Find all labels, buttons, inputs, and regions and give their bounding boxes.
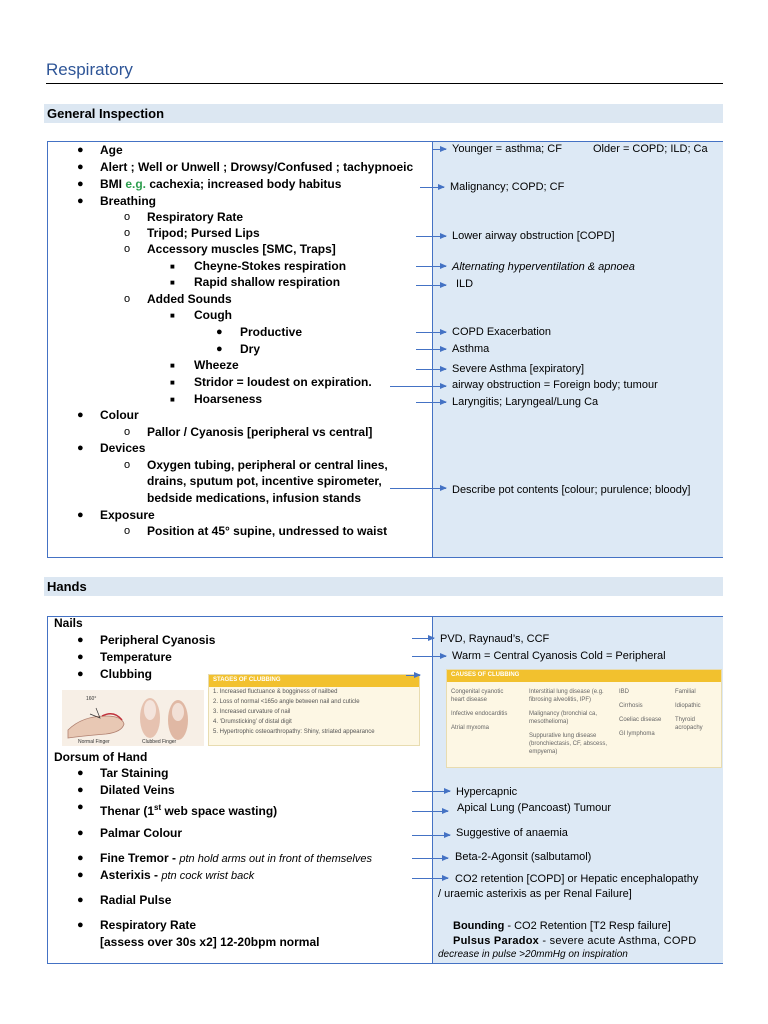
causes-title: CAUSES OF CLUBBING [447,670,721,682]
bullet-circle: o [124,459,131,471]
arrow-icon [416,402,446,403]
item-radial-pulse: Radial Pulse [100,893,172,907]
bullet: ● [77,651,84,663]
item-clubbing: Clubbing [100,667,152,681]
thenar-label: Thenar (1 [100,804,155,818]
tremor-label: Fine Tremor - [100,851,180,865]
causes-gi [619,688,669,744]
note-uraemic: / uraemic asterixis as per Renal Failure] [438,888,632,900]
bmi-eg: e.g. [125,177,147,191]
item-cough: Cough [194,308,232,322]
bounding-label: Bounding [453,920,505,932]
item-oxygen-2: drains, sputum pot, incentive spirometer, [147,474,382,488]
clubbed-finger-label: Clubbed Finger [142,739,177,745]
normal-finger-label: Normal Finger [78,739,110,745]
item-bmi [100,177,341,192]
thenar-text: web space wasting) [161,804,278,818]
bullet-circle: o [124,227,131,239]
item-temperature: Temperature [100,650,172,664]
note-beta-agonist: Beta-2-Agonsit (salbutamol) [455,851,592,863]
clubbing-figure [62,690,204,746]
item-position: Position at 45° supine, undressed to waist [147,524,388,538]
note-asthma: Asthma [452,343,490,355]
item-dilated-veins: Dilated Veins [100,783,175,797]
bullet: ● [77,442,84,454]
bullet: ● [77,801,84,813]
cause: Atrial myxoma [451,725,490,731]
cause: GI lymphoma [619,731,655,737]
arrow-icon [416,266,446,267]
bullet-square: ■ [170,311,175,320]
arrow-icon [412,811,448,812]
item-thenar [100,800,277,819]
item-palmar-colour: Palmar Colour [100,826,183,840]
cause: Infective endocarditis [451,711,508,717]
note-pulsus-paradox [453,934,696,948]
bullet: ● [77,509,84,521]
arrow-icon [416,236,446,237]
bullet: ● [77,852,84,864]
stage-row: 4. ‘Drumsticking’ of distal digit [213,719,292,725]
bullet-square: ■ [170,262,175,271]
bullet-square: ■ [170,361,175,370]
note-airway-obstruction: airway obstruction = Foreign body; tumour [452,379,658,391]
causes-cardiac [451,688,517,738]
bullet: ● [77,894,84,906]
causes-of-clubbing-table [446,669,722,768]
item-age: Age [100,143,123,157]
cause: Malignancy (bronchial ca, mesothelioma) [529,711,598,725]
cause: Idiopathic [675,703,701,709]
stages-title: STAGES OF CLUBBING [209,675,419,687]
item-oxygen-1: Oxygen tubing, peripheral or central lines, [147,458,388,472]
stage-row: 1. Increased fluctuance & bogginess of nailbed [213,689,338,695]
bullet: ● [77,919,84,931]
cause: Cirrhosis [619,703,643,709]
item-hoarse: Hoarseness [194,392,263,406]
bullet-square: ■ [170,278,175,287]
item-tar-staining: Tar Staining [100,766,169,780]
cause: Thyroid acropachy [675,717,703,731]
arrow-icon [412,878,448,879]
note-severe-asthma: Severe Asthma [expiratory] [452,363,585,375]
note-pvd: PVD, Raynaud’s, CCF [440,633,550,645]
stage-row: 2. Loss of normal <165o angle between nail and cuticle [213,699,360,705]
item-cheyne: Cheyne-Stokes respiration [194,259,347,273]
item-peripheral-cyanosis: Peripheral Cyanosis [100,633,216,647]
note-co2-retention: CO2 retention [COPD] or Hepatic encephalopathy [455,873,699,885]
item-added: Added Sounds [147,292,232,306]
cause: Interstitial lung disease (e.g. fibrosing alveolitis, IPF) [529,689,604,703]
item-productive: Productive [240,325,303,339]
item-accessory: Accessory muscles [SMC, Traps] [147,242,336,256]
note-laryngitis: Laryngitis; Laryngeal/Lung Ca [452,396,599,408]
item-asterixis [100,868,254,884]
item-colour: Colour [100,408,139,422]
arrow-icon [420,187,444,188]
note-anaemia: Suggestive of anaemia [456,827,568,839]
arrow-icon [390,488,446,489]
cause: Familial [675,689,696,695]
dorsum-heading: Dorsum of Hand [54,750,148,764]
note-lower-airway: Lower airway obstruction [COPD] [452,230,615,242]
item-dry: Dry [240,342,261,356]
bullet: ● [77,409,84,421]
arrow-icon [416,332,446,333]
cause: Coeliac disease [619,717,662,723]
paradox-text: - severe acute Asthma, COPD [539,935,697,947]
bullet-circle: o [124,211,131,223]
note-malignancy: Malignancy; COPD; CF [450,181,565,193]
section-heading-hands: Hands [44,577,723,596]
bullet: ● [77,668,84,680]
tremor-desc: ptn hold arms out in front of themselves [179,853,372,865]
asterixis-desc: ptn cock wrist back [161,870,255,882]
note-older: Older = COPD; ILD; Ca [593,143,708,155]
finger-illustration [62,690,204,746]
bullet: ● [77,634,84,646]
arrow-icon [416,349,446,350]
angle-label: 160° [86,696,97,702]
asterixis-label: Asterixis - [100,868,162,882]
note-copd-exacerbation: COPD Exacerbation [452,326,552,338]
bullet-square: ■ [170,378,175,387]
arrow-icon [432,149,446,150]
note-bounding [453,919,671,933]
stages-of-clubbing-table [208,674,420,746]
title-rule [46,83,723,84]
bullet-square: ■ [170,395,175,404]
note-hypercapnic: Hypercapnic [456,786,518,798]
bullet: ● [77,178,84,190]
bmi-label: BMI [100,177,126,191]
item-resp-rate: Respiratory Rate [100,918,197,932]
arrow-icon [416,369,446,370]
section-heading-general: General Inspection [44,104,723,123]
note-ild: ILD [456,278,474,290]
item-alert: Alert ; Well or Unwell ; Drowsy/Confused ; tachypnoeic [100,160,414,174]
bullet: ● [77,161,84,173]
note-apical-lung: Apical Lung (Pancoast) Tumour [457,802,612,814]
bullet-circle: o [124,293,131,305]
bullet-circle: o [124,243,131,255]
causes-respiratory [529,688,613,762]
item-breathing: Breathing [100,194,157,208]
arrow-icon [390,386,446,387]
item-tripod: Tripod; Pursed Lips [147,226,260,240]
paradox-label: Pulsus Paradox [453,935,540,947]
bullet: ● [77,784,84,796]
arrow-icon [416,285,446,286]
bullet: ● [77,144,84,156]
arrow-icon [412,638,434,639]
bullet: ● [77,869,84,881]
page-title: Respiratory [46,60,133,79]
item-wheeze: Wheeze [194,358,239,372]
bullet: ● [216,326,223,338]
arrow-icon [412,858,448,859]
bullet: ● [77,767,84,779]
item-fine-tremor [100,851,372,867]
note-decrease-pulse: decrease in pulse >20mmHg on inspiration [438,949,628,960]
arrow-icon [412,835,450,836]
cause: IBD [619,689,630,695]
item-pallor: Pallor / Cyanosis [peripheral vs central] [147,425,373,439]
bullet: ● [77,827,84,839]
item-rr: Respiratory Rate [147,210,244,224]
nails-heading: Nails [54,616,83,630]
note-younger: Younger = asthma; CF [452,143,562,155]
cause: Suppurative lung disease (bronchiectasis, CF, abscess, empyema) [529,733,608,755]
bullet-circle: o [124,525,131,537]
item-devices: Devices [100,441,146,455]
causes-other [675,688,717,738]
item-resp-rate-detail: [assess over 30s x2] 12-20bpm normal [100,935,320,949]
stage-row: 3. Increased curvature of nail [213,709,291,715]
arrow-icon [412,656,446,657]
item-exposure: Exposure [100,508,155,522]
bounding-text: - CO2 Retention [T2 Resp failure] [504,920,671,932]
arrow-icon [412,791,450,792]
bullet: ● [77,195,84,207]
arrow-icon [406,675,420,676]
bullet: ● [216,343,223,355]
cause: Congenital cyanotic heart disease [451,689,504,703]
note-pot: Describe pot contents [colour; purulence; bloody] [452,484,691,496]
bullet-circle: o [124,426,131,438]
stage-row: 5. Hypertrophic osteoarthropathy: Shiny, striated appearance [213,729,375,735]
thenar-sup: st [154,803,162,812]
note-alternating: Alternating hyperventilation & apnoea [452,261,635,273]
bmi-text: cachexia; increased body habitus [146,177,342,191]
item-rapid: Rapid shallow respiration [194,275,341,289]
item-oxygen-3: bedside medications, infusion stands [147,491,362,505]
note-warm-cold: Warm = Central Cyanosis Cold = Peripheral [452,650,666,662]
item-stridor: Stridor = loudest on expiration. [194,375,372,389]
